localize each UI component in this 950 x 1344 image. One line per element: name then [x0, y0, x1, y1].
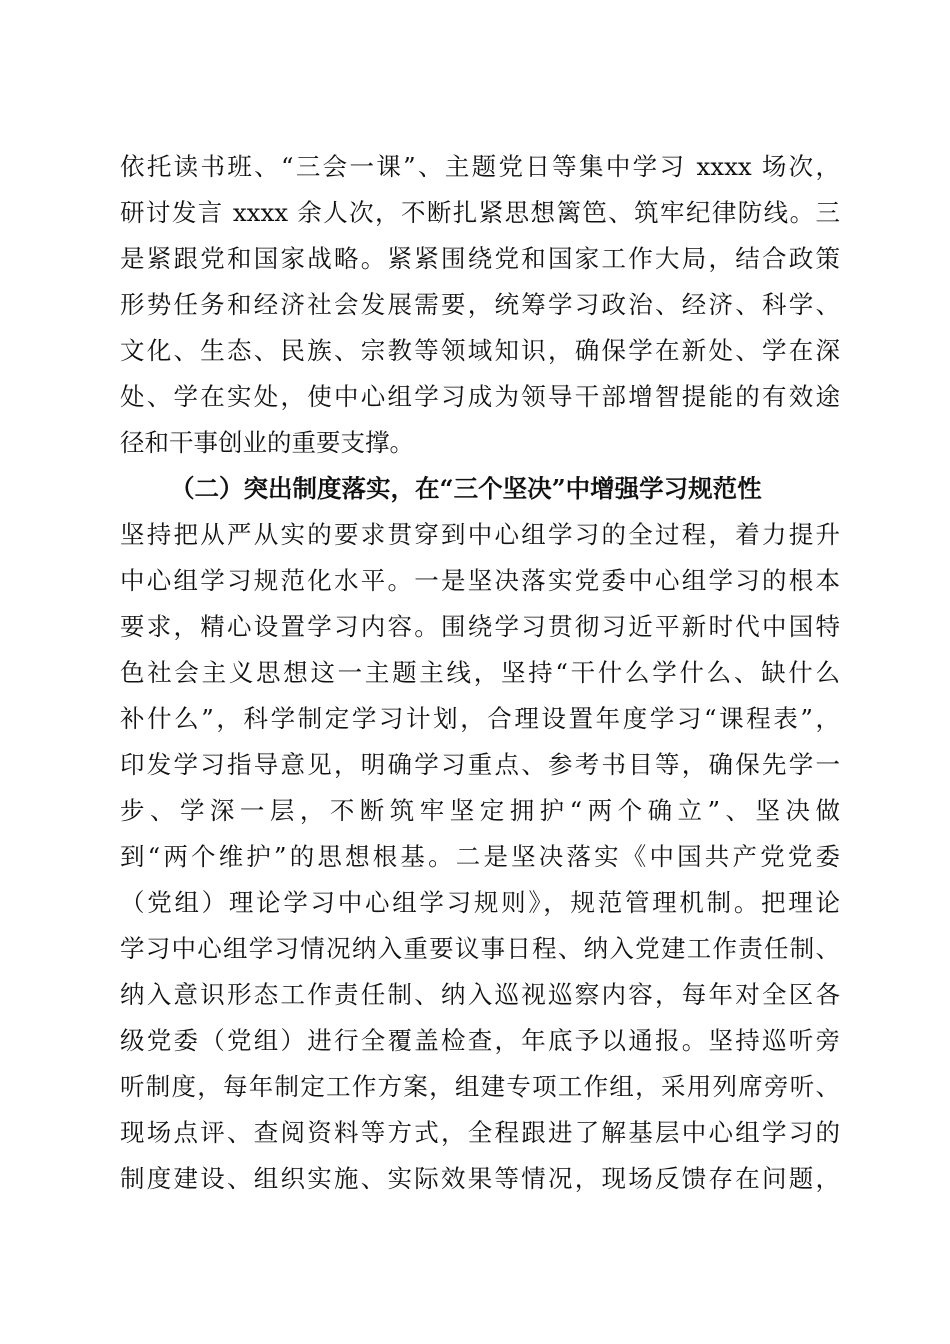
text-line: 听制度，每年制定工作方案，组建专项工作组，采用列席旁听、 — [120, 1072, 840, 1101]
section-heading: （二）突出制度落实，在“三个坚决”中增强学习规范性 — [170, 474, 762, 503]
text-line: 制度建设、组织实施、实际效果等情况，现场反馈存在问题， — [120, 1164, 840, 1193]
text-line: 级党委（党组）进行全覆盖检查，年底予以通报。坚持巡听旁 — [120, 1026, 840, 1055]
text-line: 印发学习指导意见，明确学习重点、参考书目等，确保先学一 — [120, 750, 840, 779]
text-line: 研讨发言 xxxx 余人次，不断扎紧思想篱笆、筑牢纪律防线。三 — [120, 198, 840, 227]
text-line: 形势任务和经济社会发展需要，统筹学习政治、经济、科学、 — [120, 290, 840, 319]
text-line: 到“两个维护”的思想根基。二是坚决落实《中国共产党党委 — [120, 842, 840, 871]
text-line: 文化、生态、民族、宗教等领域知识，确保学在新处、学在深 — [120, 336, 840, 365]
text-line: 现场点评、查阅资料等方式，全程跟进了解基层中心组学习的 — [120, 1118, 840, 1147]
text-line: 步、学深一层，不断筑牢坚定拥护“两个确立”、坚决做 — [120, 796, 840, 825]
text-line: 要求，精心设置学习内容。围绕学习贯彻习近平新时代中国特 — [120, 612, 840, 641]
text-line: 学习中心组学习情况纳入重要议事日程、纳入党建工作责任制、 — [120, 934, 840, 963]
text-line: 是紧跟党和国家战略。紧紧围绕党和国家工作大局，结合政策 — [120, 244, 840, 273]
text-line: 中心组学习规范化水平。一是坚决落实党委中心组学习的根本 — [120, 566, 840, 595]
text-line: 处、学在实处，使中心组学习成为领导干部增智提能的有效途 — [120, 382, 840, 411]
text-line: 依托读书班、“三会一课”、主题党日等集中学习 xxxx 场次， — [120, 152, 840, 181]
body-text — [120, 144, 840, 1202]
text-line: 补什么”，科学制定学习计划，合理设置年度学习“课程表”， — [120, 704, 840, 733]
text-line: 色社会主义思想这一主题主线，坚持“干什么学什么、缺什么 — [120, 658, 840, 687]
text-line: 径和干事创业的重要支撑。 — [120, 428, 414, 457]
text-line: 坚持把从严从实的要求贯穿到中心组学习的全过程，着力提升 — [120, 520, 840, 549]
text-line: （党组）理论学习中心组学习规则》，规范管理机制。把理论 — [120, 888, 840, 917]
text-line: 纳入意识形态工作责任制、纳入巡视巡察内容，每年对全区各 — [120, 980, 840, 1009]
